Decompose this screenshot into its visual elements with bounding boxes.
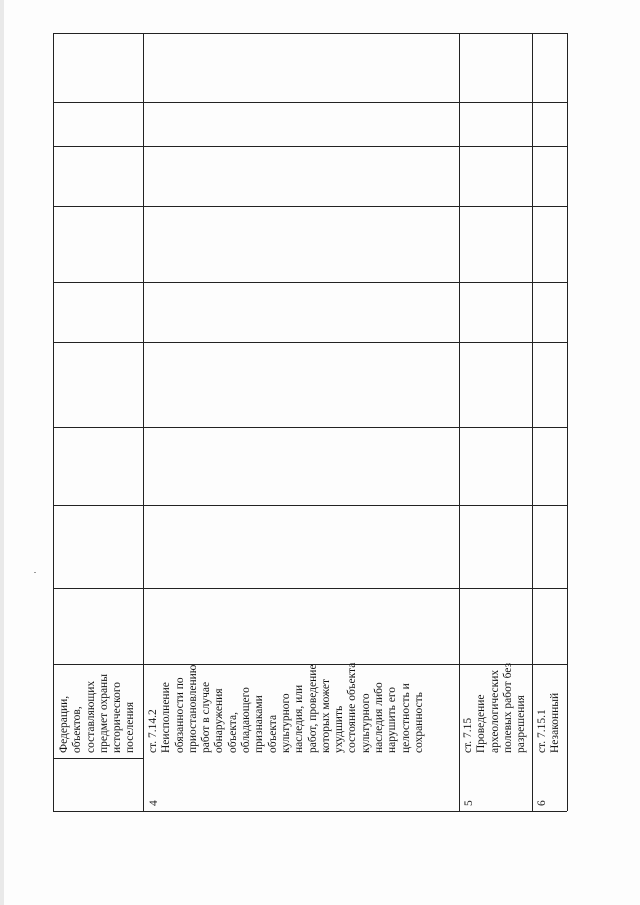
table-top-border <box>53 33 567 34</box>
table-cell-text: Федерации, объектов, составляющих предмет охраны исторического поселения <box>58 674 137 753</box>
column-separator <box>53 282 567 283</box>
table-cell-text: ст. 7.15 Проведение археологических полевых работ без разрешения <box>462 662 528 753</box>
row-separator <box>459 33 460 811</box>
column-separator <box>53 206 567 207</box>
column-separator <box>53 146 567 147</box>
row-number: 5 <box>463 800 475 806</box>
row-separator <box>532 33 533 811</box>
table-left-border <box>53 33 54 811</box>
scan-edge-shadow <box>0 0 4 905</box>
row-number: 4 <box>148 800 160 806</box>
table-cell-text: ст. 7.15.1 Незаконный <box>536 692 562 753</box>
scan-speck <box>34 572 36 573</box>
column-separator <box>53 102 567 103</box>
column-separator <box>53 588 567 589</box>
row-number: 6 <box>536 800 548 806</box>
column-separator <box>53 505 567 506</box>
column-separator <box>53 427 567 428</box>
row-separator <box>143 33 144 811</box>
number-column-separator <box>53 758 143 759</box>
table-right-border <box>567 33 568 811</box>
table-bottom-border <box>53 811 567 812</box>
column-separator <box>53 342 567 343</box>
table-cell-text: ст. 7.14.2 Неисполнение обязанности по приостановлению работ в случае обнаружения объекта, обладающего признаками объекта культурного наследия, или работ, проведение которых может ухудшить состояние объекта культурного наследия либо нарушить его целостность и сохранность <box>147 662 425 753</box>
